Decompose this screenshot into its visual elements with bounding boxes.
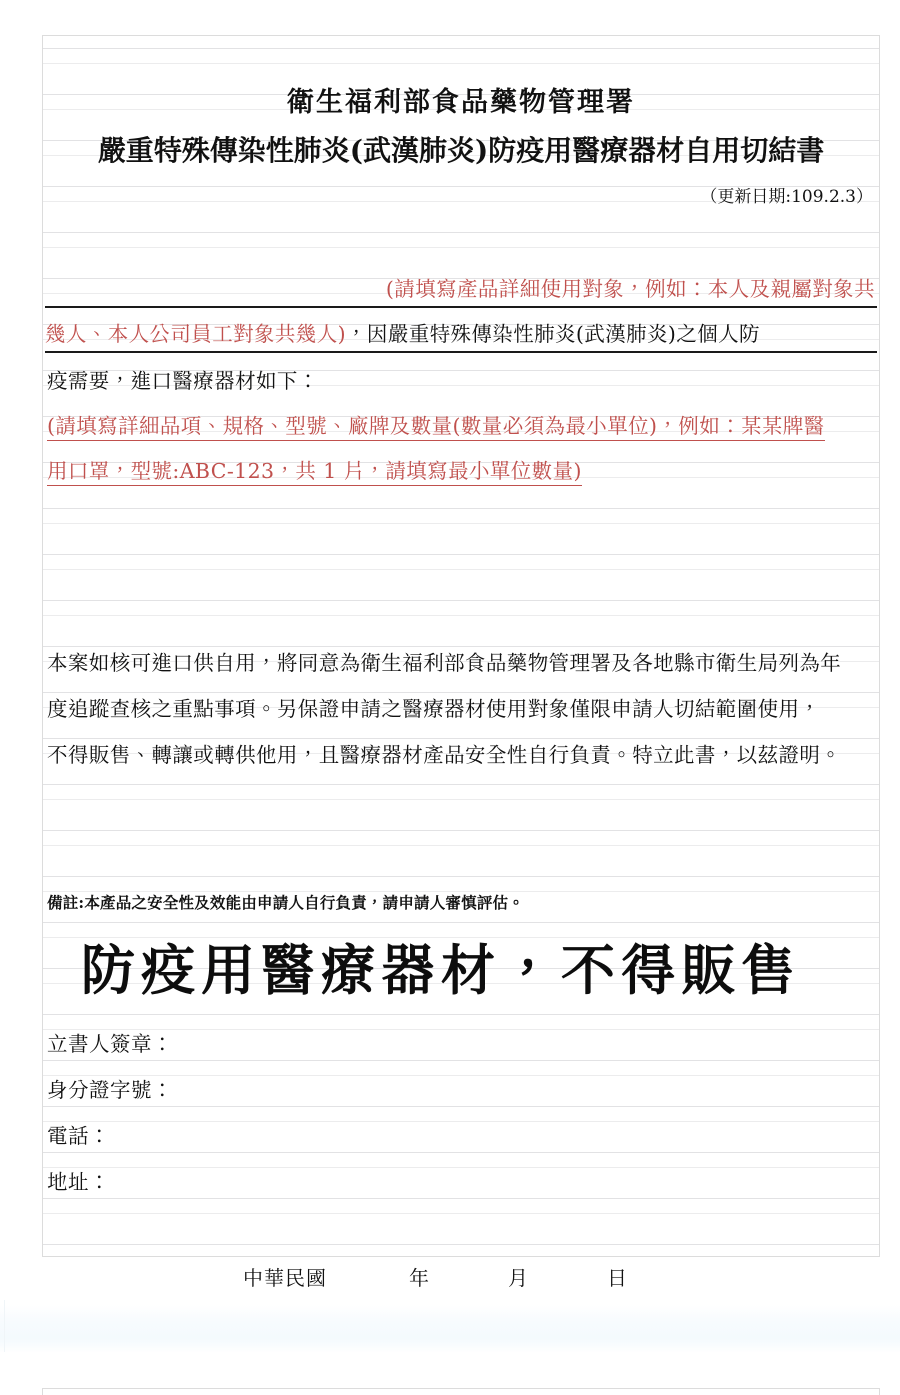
no-resale-banner: 防疫用醫療器材，不得販售 [81,938,801,1002]
date-line[interactable] [43,1263,879,1293]
undertaking-paragraph-line-3: 不得販售、轉讓或轉供他用，且醫療器材產品安全性自行負責。特立此書，以茲證明。 [47,743,842,767]
usage-target-hint: (請填寫產品詳細使用對象，例如：本人及親屬對象共 [385,277,875,301]
usage-target-fill-line-1[interactable] [43,274,879,304]
usage-target-underline [45,274,877,308]
usage-target-fill-line-2[interactable] [43,319,879,353]
declaration-line3: 疫需要，進口醫療器材如下： [47,369,319,393]
phone-field-label[interactable]: 電話： [47,1124,110,1148]
update-date-label: （更新日期:109.2.3） [700,187,873,207]
page-content [43,36,879,1290]
document-page-1 [42,35,880,1290]
organization-title: 衛生福利部食品藥物管理署 [287,87,635,118]
address-field-label[interactable]: 地址： [47,1170,110,1194]
undertaking-paragraph-line-1: 本案如核可進口供自用，將同意為衛生福利部食品藥物管理署及各地縣市衛生局列為年 [47,651,842,675]
document-page-2-sliver [42,1388,880,1395]
usage-target-hint-cont: 幾人、本人公司員工對象共幾人) [45,322,346,346]
page-gap-band [0,1305,900,1353]
item-detail-hint-cont: 用口罩，型號:ABC-123，共 1 片，請填寫最小單位數量) [47,458,582,486]
date-year-unit: 年 [409,1266,430,1290]
usage-target-underline-2 [45,319,877,353]
item-detail-fill-line-2[interactable] [43,456,879,486]
item-detail-hint: (請填寫詳細品項、規格、型號、廠牌及數量(數量必須為最小單位)，例如：某某牌醫 [47,413,825,441]
date-day-unit: 日 [607,1266,628,1290]
date-era-label: 中華民國 [243,1266,327,1290]
item-detail-fill-line-1[interactable] [43,411,879,441]
remark-note: 備註:本產品之安全性及效能由申請人自行負責，請申請人審慎評估。 [47,893,524,912]
national-id-field-label[interactable]: 身分證字號： [47,1078,173,1102]
undertaking-paragraph-line-2: 度追蹤查核之重點事項。另保證申請之醫療器材使用對象僅限申請人切結範圍使用， [47,697,821,721]
declaration-line2-tail: ，因嚴重特殊傳染性肺炎(武漢肺炎)之個人防 [346,322,760,346]
page-gap-edge [4,1300,5,1352]
date-month-unit: 月 [508,1266,529,1290]
document-title: 嚴重特殊傳染性肺炎(武漢肺炎)防疫用醫療器材自用切結書 [97,134,825,167]
signatory-seal-field-label[interactable]: 立書人簽章： [47,1032,173,1056]
